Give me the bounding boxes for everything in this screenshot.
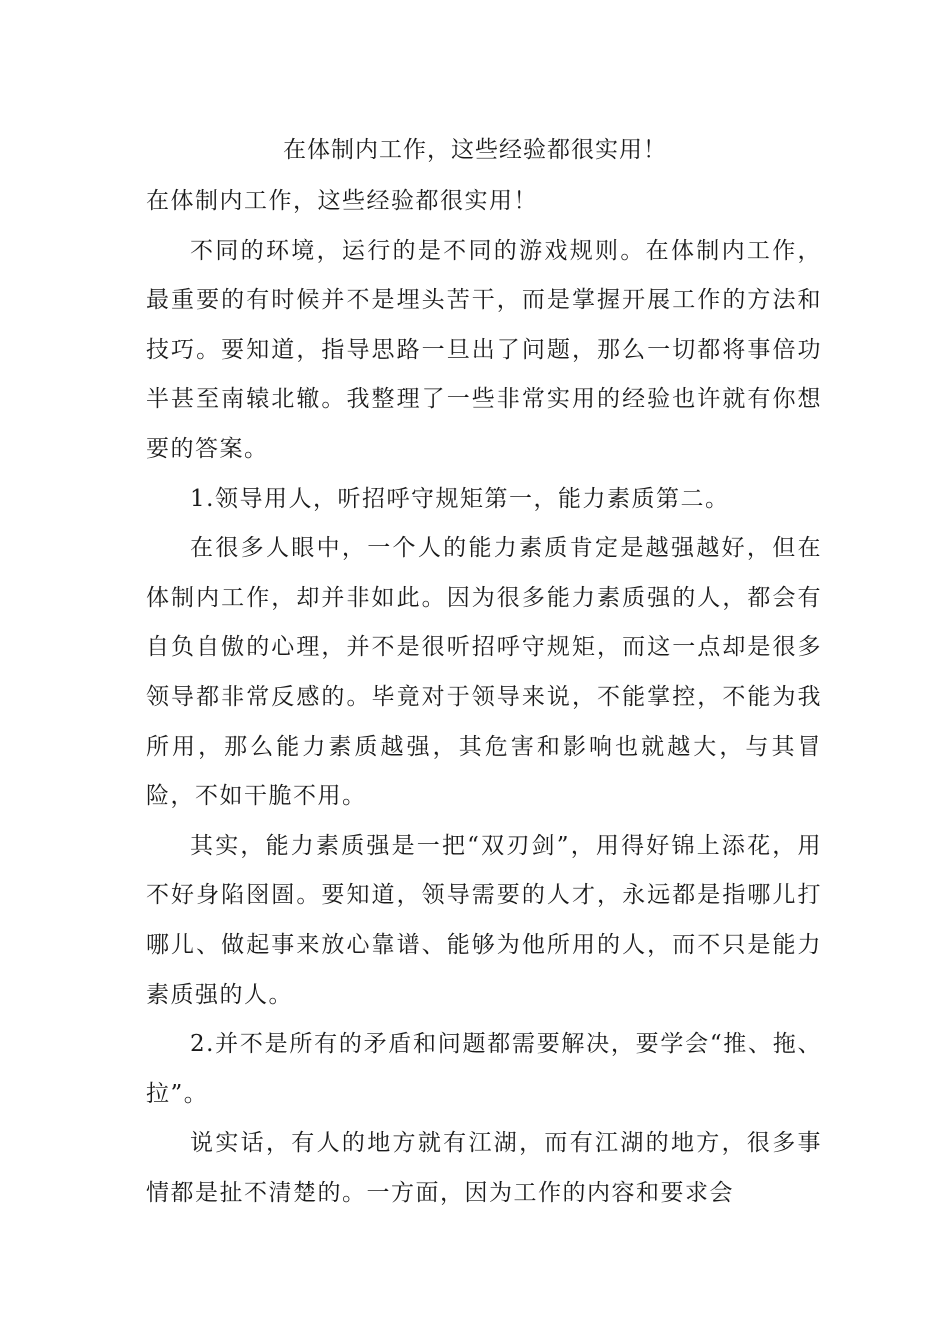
body-paragraph: 在很多人眼中，一个人的能力素质肯定是越强越好，但在体制内工作，却并非如此。因为很多能力素质强的人，都会有自负自傲的心理，并不是很听招呼守规矩，而这一点却是很多领导都非常反感的。毕竟对于领导来说，不能掌控，不能为我所用，那么能力素质越强，其危害和影响也就越大，与其冒险，不如干脆不用。 [146, 535, 822, 810]
body-paragraph: 其实，能力素质强是一把“双刃剑”，用得好锦上添花，用不好身陷囹圄。要知道，领导需要的人才，永远都是指哪儿打哪儿、做起事来放心靠谱、能够为他所用的人，而不只是能力素质强的人。 [146, 832, 822, 1008]
section-heading-2: 2.并不是所有的矛盾和问题都需要解决，要学会“推、拖、拉”。 [146, 1031, 822, 1107]
subtitle-paragraph: 在体制内工作，这些经验都很实用！ [146, 188, 538, 214]
document-title: 在体制内工作，这些经验都很实用！ [283, 137, 667, 163]
document-body [146, 177, 822, 1218]
intro-paragraph: 不同的环境，运行的是不同的游戏规则。在体制内工作，最重要的有时候并不是埋头苦干，而是掌握开展工作的方法和技巧。要知道，指导思路一旦出了问题，那么一切都将事倍功半甚至南辕北辙。我整理了一些非常实用的经验也许就有你想要的答案。 [146, 237, 822, 462]
section-heading-1: 1.领导用人，听招呼守规矩第一，能力素质第二。 [190, 485, 730, 512]
body-paragraph: 说实话，有人的地方就有江湖，而有江湖的地方，很多事情都是扯不清楚的。一方面，因为工作的内容和要求会 [146, 1130, 822, 1206]
